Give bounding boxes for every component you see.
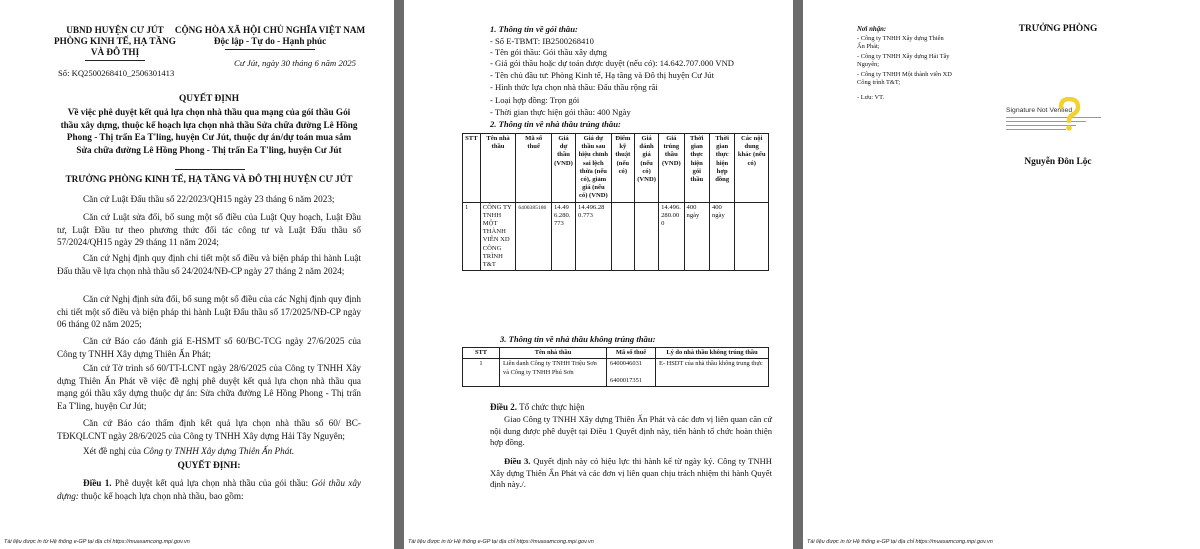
- page-2-footer: Tài liệu được in từ Hệ thống e-GP tại địa chỉ https://muasamcong.mpi.gov.vn: [408, 539, 594, 545]
- page-2: [404, 0, 793, 549]
- cell-stt: 1: [463, 202, 481, 271]
- cell-package-duration: 400 ngày: [684, 202, 709, 271]
- basis-para-5: Căn cứ Báo cáo đánh giá E-HSMT số 60/BC-TCG ngày 27/6/2025 của Công ty TNHH Xây dựng Thiên Ấn Phát;: [57, 336, 361, 359]
- basis-para-2: Căn cứ Luật sửa đổi, bổ sung một số điều của Luật Quy hoạch, Luật Đầu tư, Luật Đầu tư theo phương thức đối tác công tư và Luật Đấu thầu số 57/2024/QH15 ngày 29 tháng 11 năm 2024;: [57, 212, 361, 248]
- th2-tax-code: Mã số thuế: [607, 348, 656, 359]
- basis-para-8-prefix: Xét đề nghị của: [83, 446, 144, 456]
- org-line-2: PHÒNG KINH TẾ, HẠ TẦNG: [54, 36, 176, 46]
- article-1-label: Điều 1.: [83, 478, 112, 488]
- section-1-heading: 1. Thông tin về gói thầu:: [490, 24, 578, 34]
- cell2-stt: 1: [463, 359, 500, 387]
- article-2-label: Điều 2.: [490, 402, 517, 412]
- cell-evaluated-price: [635, 202, 659, 271]
- basis-para-7: Căn cứ Báo cáo thẩm định kết quả lựa chọn nhà thầu số 60/ BC-TĐKQLCNT ngày 28/6/2025 của Công ty TNHH Xây dựng Hải Tây Nguyên;: [57, 418, 361, 441]
- package-info-3: - Tên chủ đầu tư: Phòng Kinh tế, Hạ tầng và Đô thị huyện Cư Jút: [490, 70, 714, 80]
- th2-stt: STT: [463, 348, 500, 359]
- package-info-6: - Thời gian thực hiện gói thầu: 400 Ngày: [490, 107, 631, 117]
- cell-other: [735, 202, 769, 271]
- page-separator-2: [793, 0, 803, 549]
- nation-line-1: CỘNG HÒA XÃ HỘI CHỦ NGHĨA VIỆT NAM: [174, 25, 366, 35]
- article-1-tail: thuộc kế hoạch lựa chọn nhà thầu, bao gồm:: [78, 490, 244, 501]
- cell2-tax-codes: [607, 359, 656, 387]
- article-2-title: [490, 402, 585, 412]
- th2-bidder-name: Tên nhà thầu: [500, 348, 607, 359]
- package-info-5: - Loại hợp đồng: Trọn gói: [490, 95, 580, 105]
- basis-para-8: [57, 445, 361, 458]
- decide-heading: QUYẾT ĐỊNH:: [177, 461, 241, 471]
- th-package-duration: Thời gian thực hiện gói thầu: [684, 134, 709, 203]
- cell-tax-code: 6400385186: [516, 202, 552, 271]
- basis-para-1: Căn cứ Luật Đấu thầu số 22/2023/QH15 ngày 23 tháng 6 năm 2023;: [83, 194, 335, 204]
- nation-underline: [225, 49, 315, 50]
- article-3-text: Quyết định này có hiệu lực thi hành kể từ ngày ký. Công ty TNHH Xây dựng Thiên Ấn Phát và các đơn vị liên quan chịu trách nhiệm thi hành Quyết định này./.: [490, 456, 772, 490]
- cell-technical-score: [611, 202, 634, 271]
- signature-block: [1006, 107, 1116, 147]
- th-adjusted-price: Giá dự thầu sau hiệu chỉnh sai lệch thừa (nếu có), giảm giá (nếu có) (VND): [576, 134, 612, 203]
- subject-underline: [175, 169, 245, 170]
- signer-name: Nguyễn Đôn Lộc: [1024, 157, 1092, 167]
- section-2-heading: 2. Thông tin về nhà thầu trúng thầu:: [490, 119, 621, 129]
- article-2-text: Giao Công ty TNHH Xây dựng Thiên Ấn Phát và các đơn vị liên quan căn cứ nội dung được phê duyệt tại Điều 1 Quyết định này, tiến hành tổ chức hoàn thiện hợp đồng.: [490, 414, 772, 448]
- th-other: Các nội dung khác (nếu có): [735, 134, 769, 203]
- th-bid-price: Giá dự thầu (VND): [551, 134, 575, 203]
- winning-table-header: [463, 134, 769, 203]
- package-info-1: - Tên gói thầu: Gói thầu xây dựng: [490, 47, 607, 57]
- basis-para-6: Căn cứ Tờ trình số 60/TT-LCNT ngày 28/6/2025 của Công ty TNHH Xây dựng Thiên Ấn Phát về việc đề nghị phê duyệt kết quả lựa chọn nhà thầu qua mạng gói thầu xây dựng thuộc dự án: Sửa chữa đường Lê Hồng Phong - Thị trấn Ea T'ling, huyện Cư Jút;: [57, 363, 361, 411]
- recipient-0: - Công ty TNHH Xây dựng Thiên Ấn Phát;: [857, 35, 944, 51]
- org-underline: [85, 60, 145, 61]
- package-info-2: - Giá gói thầu hoặc dự toán được duyệt (nếu có): 14.642.707.000 VND: [490, 58, 735, 68]
- th-technical-score: Điểm kỹ thuật (nếu có): [611, 134, 634, 203]
- decision-subject: Về việc phê duyệt kết quả lựa chọn nhà thầu qua mạng của gói thầu Gói thầu xây dựng, thuộc kế hoạch lựa chọn nhà thầu Sửa chữa đường Lê Hồng Phong - Thị trấn Ea T'ling, huyện Cư Jút, thuộc dự án/dự toán mua sắm Sửa chữa đường Lê Hồng Phong - Thị trấn Ea T'ling, huyện Cư Jút: [60, 107, 358, 155]
- th-evaluated-price: Giá đánh giá (nếu có) (VND): [635, 134, 659, 203]
- th2-reason: Lý do nhà thầu không trúng thầu: [656, 348, 769, 359]
- losing-bidder-table: [462, 347, 769, 387]
- doc-number: Số: KQ2500268410_2506301413: [58, 68, 175, 78]
- page-1: [0, 0, 394, 549]
- losing-table-header: [463, 348, 769, 359]
- place-date: Cư Jút, ngày 30 tháng 6 năm 2025: [233, 58, 357, 68]
- th-tax-code: Mã số thuế: [516, 134, 552, 203]
- org-line-1: UBND HUYỆN CƯ JÚT: [66, 25, 164, 35]
- cell-contract-duration: 400 ngày: [709, 202, 734, 271]
- signature-status: Signature Not Verified: [1006, 107, 1073, 114]
- winning-bidder-table: [462, 133, 769, 271]
- table-row: [463, 359, 769, 387]
- package-info-0: - Số E-TBMT: IB2500268410: [490, 36, 594, 46]
- cell2-bidder-name: Liên danh Công ty TNHH Triệu Sơn và Công ty TNHH Phú Sơn: [500, 359, 607, 387]
- table-row: [463, 202, 769, 271]
- th-contract-duration: Thời gian thực hiện hợp đồng: [709, 134, 734, 203]
- page-3-footer: Tài liệu được in từ Hệ thống e-GP tại địa chỉ https://muasamcong.mpi.gov.vn: [807, 539, 993, 545]
- th-bidder-name: Tên nhà thầu: [480, 134, 516, 203]
- cell2-reason: E- HSDT của nhà thầu không trung thực: [656, 359, 769, 387]
- cell2-tax-code-2: 6400017351: [610, 376, 642, 384]
- basis-para-3: Căn cứ Nghị định quy định chi tiết một số điều và biện pháp thi hành Luật Đấu thầu về lựa chọn nhà thầu số 24/2024/NĐ-CP ngày 27 tháng 2 năm 2024;: [57, 253, 361, 276]
- th-winning-price: Giá trúng thầu (VND): [659, 134, 684, 203]
- signature-warning-icon: [1056, 97, 1082, 133]
- article-3-label: Điều 3.: [504, 456, 531, 466]
- section-3-heading: 3. Thông tin về nhà thầu không trúng thầu:: [500, 334, 656, 344]
- basis-para-8-italic: Công ty TNHH Xây dựng Thiên Ấn Phát.: [143, 446, 295, 456]
- basis-para-4: Căn cứ Nghị định sửa đổi, bổ sung một số điều của các Nghị định quy định chi tiết một số điều và biện pháp thi hành Luật Đấu thầu số 17/2025/NĐ-CP ngày 06 tháng 02 năm 2025;: [57, 294, 361, 330]
- article-3: [490, 456, 772, 491]
- page-1-footer: Tài liệu được in từ Hệ thống e-GP tại địa chỉ https://muasamcong.mpi.gov.vn: [4, 539, 190, 545]
- cell-adjusted-price: 14.496.280.773: [576, 202, 612, 271]
- cell2-tax-code-1: 6400046031: [610, 360, 642, 368]
- org-line-3: VÀ ĐÔ THỊ: [90, 47, 140, 57]
- recipients-label: Nơi nhận:: [857, 26, 887, 33]
- decision-title: QUYẾT ĐỊNH: [179, 94, 239, 104]
- article-1-italic: Gói thầu xây dựng:: [57, 478, 361, 501]
- article-1-text: Phê duyệt kết quả lựa chọn nhà thầu của gói thầu:: [111, 478, 312, 488]
- cell-bid-price: 14.496.280.773: [551, 202, 575, 271]
- authority: TRƯỞNG PHÒNG KINH TẾ, HẠ TẦNG VÀ ĐÔ THỊ HUYỆN CƯ JÚT: [65, 174, 353, 184]
- package-info-4: - Hình thức lựa chọn nhà thầu: Đấu thầu rộng rãi: [490, 82, 658, 92]
- signer-title: TRƯỞNG PHÒNG: [1018, 24, 1098, 34]
- page-3: [803, 0, 1200, 549]
- cell-bidder-name: CÔNG TY TNHH MỘT THÀNH VIÊN XD CÔNG TRÌNH T&T: [480, 202, 516, 271]
- th-stt: STT: [463, 134, 481, 203]
- nation-line-2: Độc lập - Tự do - Hạnh phúc: [213, 36, 327, 46]
- recipient-3: - Lưu: VT.: [857, 94, 885, 101]
- page-separator-1: [394, 0, 404, 549]
- recipient-1: - Công ty TNHH Xây dựng Hải Tây Nguyên;: [857, 53, 950, 69]
- article-2-title-text: Tổ chức thực hiện: [517, 402, 585, 412]
- recipient-2: - Công ty TNHH Một thành viên XD Công trình T&T;: [857, 71, 952, 87]
- article-1: [57, 477, 361, 502]
- cell-winning-price: 14.496.280.000: [659, 202, 684, 271]
